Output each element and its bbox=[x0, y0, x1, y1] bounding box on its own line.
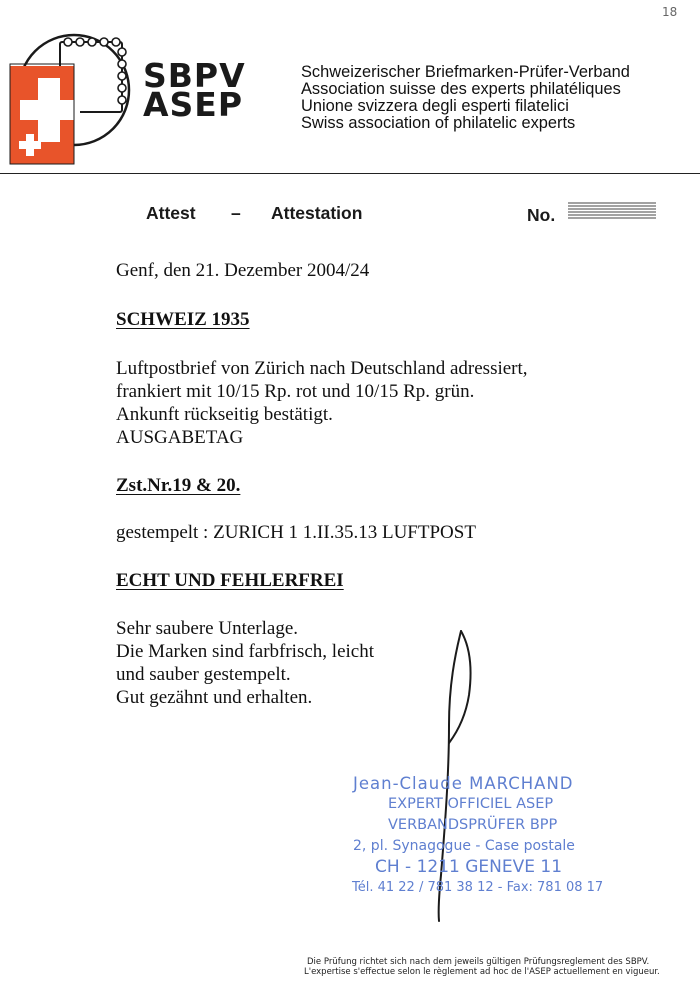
title-attestation: Attestation bbox=[271, 203, 363, 223]
stamp-address: 2, pl. Synagogue - Case postale bbox=[353, 838, 575, 854]
corner-page-mark: 18 bbox=[662, 5, 678, 19]
cancellation-line: gestempelt : ZURICH 1 1.II.35.13 LUFTPOST bbox=[116, 522, 476, 543]
remarks-line-4: Gut gezähnt und erhalten. bbox=[116, 687, 313, 708]
stamp-cross-logo-icon bbox=[2, 16, 142, 166]
stamp-expert-title-bpp: VERBANDSPRÜFER BPP bbox=[388, 817, 558, 833]
footer-regulation-fr: L'expertise s'effectue selon le règlement ad hoc de l'ASEP actuellement en vigueur. bbox=[304, 967, 660, 977]
title-attest: Attest bbox=[146, 203, 196, 223]
description-line-4: AUSGABETAG bbox=[116, 427, 244, 448]
brand-asep: ASEP bbox=[143, 85, 244, 124]
date-line: Genf, den 21. Dezember 2004/24 bbox=[116, 260, 370, 281]
stamp-expert-name: Jean-Claude MARCHAND bbox=[353, 774, 574, 793]
country-heading: SCHWEIZ 1935 bbox=[116, 309, 250, 330]
association-name-de: Schweizerischer Briefmarken-Prüfer-Verband bbox=[301, 63, 630, 81]
footer-regulation-de: Die Prüfung richtet sich nach dem jeweils gültigen Prüfungsreglement des SBPV. bbox=[307, 957, 650, 967]
association-name-it: Unione svizzera degli esperti filatelici bbox=[301, 97, 569, 115]
association-name-fr: Association suisse des experts philatéliques bbox=[301, 80, 621, 98]
brand-sbpv: SBPV bbox=[143, 56, 246, 95]
header-divider bbox=[0, 173, 700, 174]
certificate-number-field bbox=[566, 201, 658, 219]
sbpv-logo bbox=[2, 16, 142, 166]
remarks-line-2: Die Marken sind farbfrisch, leicht bbox=[116, 641, 374, 662]
description-line-3: Ankunft rückseitig bestätigt. bbox=[116, 404, 333, 425]
catalog-heading: Zst.Nr.19 & 20. bbox=[116, 475, 241, 496]
association-name-en: Swiss association of philatelic experts bbox=[301, 114, 576, 132]
stamp-expert-title-asep: EXPERT OFFICIEL ASEP bbox=[388, 796, 554, 812]
stamp-city: CH - 1211 GENEVE 11 bbox=[375, 857, 563, 877]
number-label: No. bbox=[527, 205, 556, 225]
remarks-line-1: Sehr saubere Unterlage. bbox=[116, 618, 299, 639]
description-line-1: Luftpostbrief von Zürich nach Deutschland adressiert, bbox=[116, 358, 528, 379]
remarks-line-3: und sauber gestempelt. bbox=[116, 664, 291, 685]
title-dash: – bbox=[231, 203, 241, 223]
description-line-2: frankiert mit 10/15 Rp. rot und 10/15 Rp. grün. bbox=[116, 381, 475, 402]
verdict-heading: ECHT UND FEHLERFREI bbox=[116, 570, 344, 591]
stamp-phone-fax: Tél. 41 22 / 781 38 12 - Fax: 781 08 17 bbox=[352, 880, 604, 895]
